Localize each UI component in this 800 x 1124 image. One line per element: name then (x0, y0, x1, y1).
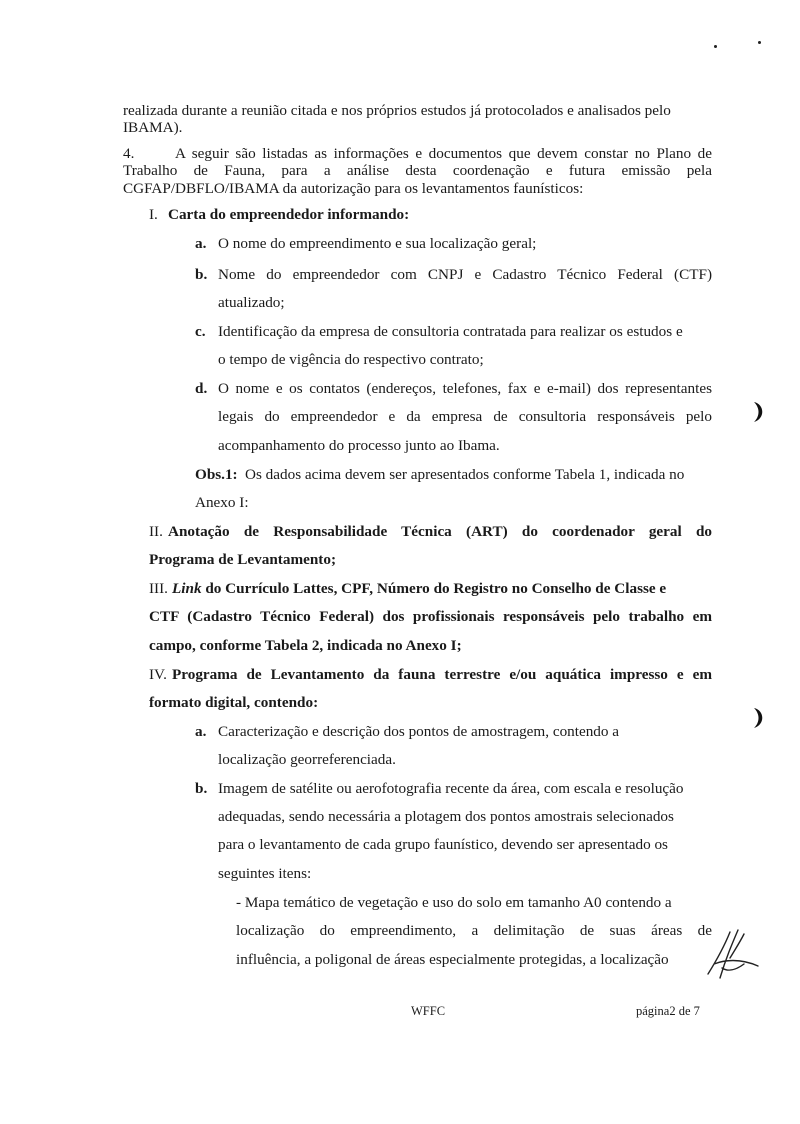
item-text: Imagem de satélite ou aerofotografia recente da área, com escala e resolução (218, 780, 684, 797)
obs-text: Anexo I: (195, 494, 249, 511)
item-label: a. (195, 235, 207, 252)
item-text: Caracterização e descrição dos pontos de amostragem, contendo a (218, 723, 620, 740)
item-label: c. (195, 323, 206, 340)
intro-line: IBAMA). (123, 119, 183, 136)
section-title: Programa de Levantamento da fauna terrestre e/ou aquática impresso e em (172, 666, 712, 683)
item-text: Nome do empreendedor com CNPJ e Cadastro Técnico Federal (CTF) (218, 266, 712, 283)
scan-speck-2 (758, 41, 761, 44)
item-text: O nome e os contatos (endereços, telefones, fax e e-mail) dos representantes (218, 380, 712, 397)
punch-hole-icon (748, 400, 768, 424)
intro-line: realizada durante a reunião citada e nos próprios estudos já protocolados e analisados pelo (123, 102, 671, 119)
sub-item-text: influência, a poligonal de áreas especialmente protegidas, a localização (236, 951, 669, 968)
item-text: para o levantamento de cada grupo faunístico, devendo ser apresentado os (218, 836, 668, 853)
obs-text: Os dados acima devem ser apresentados conforme Tabela 1, indicada no (245, 466, 685, 483)
section-title-rest: do Currículo Lattes, CPF, Número do Registro no Conselho de Classe e (205, 580, 667, 597)
item-text: seguintes itens: (218, 865, 312, 882)
footer-left: WFFC (411, 1004, 446, 1018)
sub-item-text: localização do empreendimento, a delimitação de suas áreas de (236, 922, 712, 939)
sub-item-text: - Mapa temático de vegetação e uso do solo em tamanho A0 contendo a (236, 894, 672, 911)
item-label: b. (195, 780, 208, 797)
paragraph-line: A seguir são listadas as informações e documentos que devem constar no Plano de (175, 145, 712, 162)
item-text: atualizado; (218, 294, 285, 311)
item-text: Identificação da empresa de consultoria contratada para realizar os estudos e (218, 323, 683, 340)
item-label: d. (195, 380, 208, 397)
item-text: localização georreferenciada. (218, 751, 396, 768)
section-number: II. (149, 523, 163, 540)
section-title: CTF (Cadastro Técnico Federal) dos profissionais responsáveis pelo trabalho em (149, 608, 712, 625)
section-title: formato digital, contendo: (149, 694, 319, 711)
scan-speck-1 (714, 45, 717, 48)
paragraph-number: 4. (123, 145, 135, 162)
item-text: legais do empreendedor e da empresa de consultoria responsáveis pelo (218, 408, 712, 425)
section-title (172, 579, 712, 598)
link-word: Link (172, 580, 202, 597)
obs-label: Obs.1: (195, 466, 238, 483)
punch-hole-icon (748, 706, 768, 730)
page-number: página2 de 7 (636, 1004, 700, 1018)
section-number: I. (149, 206, 158, 223)
section-title: Programa de Levantamento; (149, 551, 336, 568)
item-label: b. (195, 266, 208, 283)
item-text: o tempo de vigência do respectivo contrato; (218, 351, 484, 368)
section-title: Carta do empreendedor informando: (168, 206, 410, 223)
section-number: IV. (149, 666, 167, 683)
item-text: adequadas, sendo necessária a plotagem dos pontos amostrais selecionados (218, 808, 674, 825)
item-text: acompanhamento do processo junto ao Ibama. (218, 437, 500, 454)
section-number: III. (149, 580, 168, 597)
signature-initials (700, 928, 762, 988)
section-title: campo, conforme Tabela 2, indicada no Anexo I; (149, 637, 462, 654)
section-title: Anotação de Responsabilidade Técnica (ART) do coordenador geral do (168, 523, 712, 540)
paragraph-line: CGFAP/DBFLO/IBAMA da autorização para os levantamentos faunísticos: (123, 180, 584, 197)
paragraph-line: Trabalho de Fauna, para a análise desta coordenação e futura emissão pela (123, 162, 712, 179)
item-label: a. (195, 723, 207, 740)
item-text: O nome do empreendimento e sua localização geral; (218, 235, 537, 252)
